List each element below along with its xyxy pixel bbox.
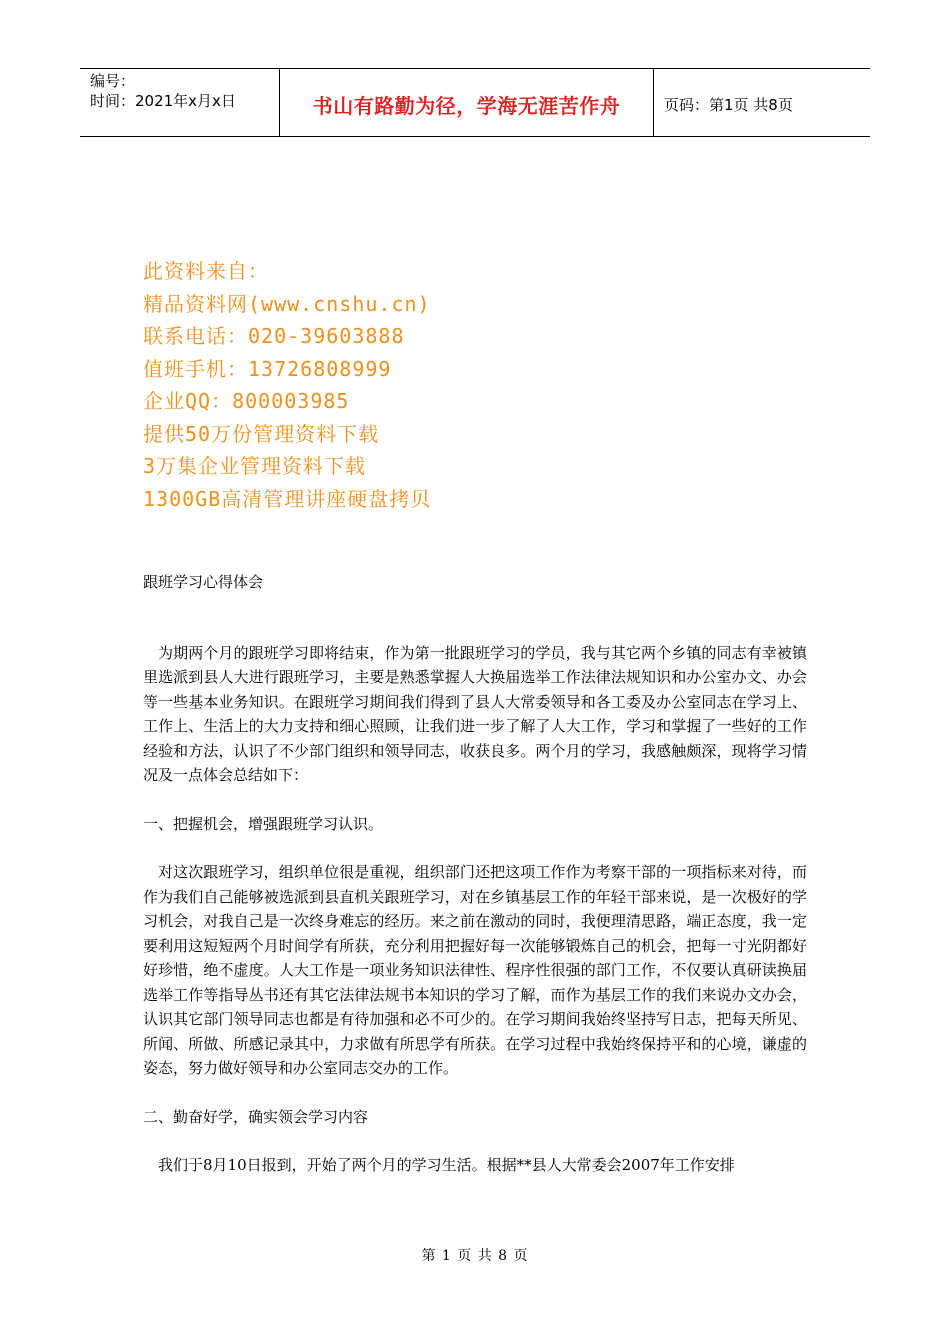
info-line: 提供50万份管理资料下载 [143, 421, 380, 446]
page-footer: 第 1 页 共 8 页 [421, 1248, 529, 1264]
info-line: 精品资料网(www.cnshu.cn) [143, 291, 431, 316]
info-line: 1300GB高清管理讲座硬盘拷贝 [143, 486, 432, 511]
header-meta [80, 69, 280, 136]
header-motto-cell [280, 69, 654, 136]
article-body [143, 570, 807, 1202]
info-line: 企业QQ：800003985 [143, 389, 350, 413]
page-header [80, 68, 870, 137]
info-line: 3万集企业管理资料下载 [143, 454, 367, 478]
serial-label: 编号： [90, 72, 136, 90]
paragraph-section-1: 对这次跟班学习，组织单位很是重视，组织部门还把这项工作作为考察干部的一项指标来对待，而作为我们自己能够被选派到县直机关跟班学习，对在乡镇基层工作的年轻干部来说，是一次极好的学习机会，对我自己是一次终身难忘的经历。来之前在激动的同时，我便理清思路，端正态度，我一定要利用这短短两个月时间学有所获，充分利用把握好每一次能够锻炼自己的机会，把每一寸光阴都好好珍惜，绝不虚度。人大工作是一项业务知识法律性、程序性很强的部门工作，不仅要认真研读换届选举工作等指导丛书还有其它法律法规书本知识的学习了解，而作为基层工作的我们来说办文办会，认识其它部门领导同志也都是有待加强和必不可少的。在学习期间我始终坚持写日志，把每天所见、所闻、所做、所感记录其中，力求做有所思学有所获。在学习过程中我始终保持平和的心境，谦虚的姿态，努力做好领导和办公室同志交办的工作。 [143, 863, 807, 1077]
info-line: 值班手机：13726808999 [143, 356, 392, 381]
time-label: 时间：2021年x月x日 [90, 92, 236, 110]
section-heading-2: 二、勤奋好学，确实领会学习内容 [143, 1107, 369, 1126]
info-line: 此资料来自： [143, 259, 269, 283]
info-line: 联系电话：020-39603888 [143, 324, 405, 348]
section-heading-1: 一、把握机会，增强跟班学习认识。 [143, 814, 384, 833]
paragraph-intro: 为期两个月的跟班学习即将结束，作为第一批跟班学习的学员，我与其它两个乡镇的同志有幸被镇里选派到县人大进行跟班学习，主要是熟悉掌握人大换届选举工作法律法规知识和办公室办文、办会等一些基本业务知识。在跟班学习期间我们得到了县人大常委领导和各工委及办公室同志在学习上、工作上、生活上的大力支持和细心照顾，让我们进一步了解了人大工作，学习和掌握了一些好的工作经验和方法，认识了不少部门组织和领导同志，收获良多。两个月的学习，我感触颇深，现将学习情况及一点体会总结如下： [143, 643, 807, 784]
motto-text: 书山有路勤为径，学海无涯苦作舟 [312, 94, 621, 118]
paragraph-section-2: 我们于8月10日报到，开始了两个月的学习生活。根据**县人大常委会2007年工作安排 [158, 1156, 735, 1174]
source-info-block [143, 255, 431, 515]
article-title: 跟班学习心得体会 [143, 573, 264, 591]
header-page-info: 页码：第1页 共8页 [664, 96, 793, 114]
